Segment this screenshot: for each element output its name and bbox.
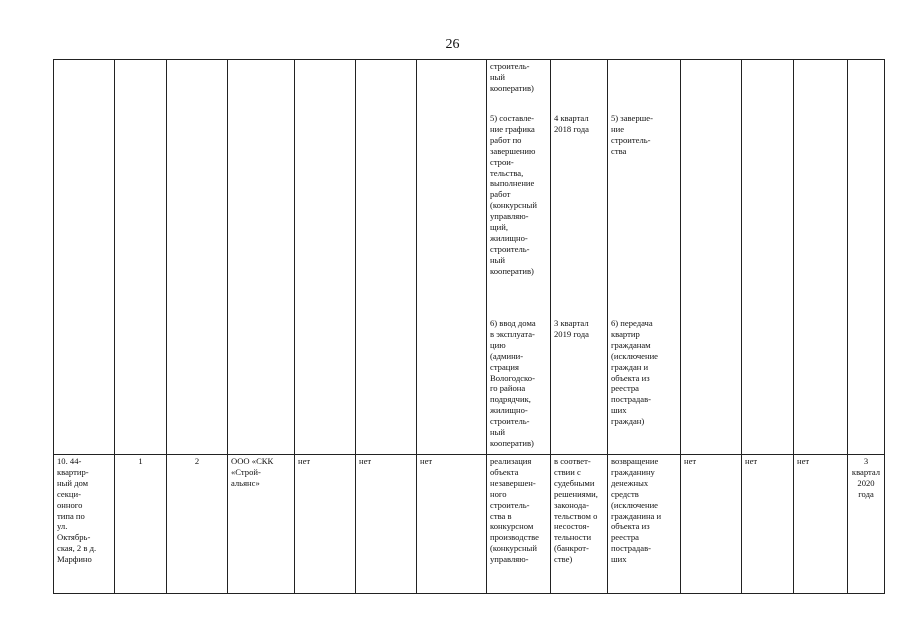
empty-cell [848, 60, 885, 455]
empty-cell [356, 60, 417, 455]
result-4 [611, 61, 677, 104]
deadline-6: 3 квартал 2019 года [554, 318, 589, 339]
empty-cell [295, 60, 356, 455]
measure-4-tail: строитель- ный кооператив) [490, 61, 534, 93]
value-cell: нет [742, 455, 794, 594]
deadline-5: 4 квартал 2018 года [554, 113, 589, 134]
count-cell: 2 [167, 455, 228, 594]
value-cell: нет [681, 455, 742, 594]
deadline-4 [554, 61, 604, 104]
measures-cell [487, 60, 551, 455]
measure-5: 5) составле- ние графика работ по завершению строи- тельства, выполнение работ (конкурсный управляю- щий, жилищно- строитель- ный кооператив) [490, 113, 537, 276]
value-cell: нет [295, 455, 356, 594]
measure-6: 6) ввод дома в эксплуата- цию (админи- страция Вологодско- го района подрядчик, жилищно- строитель- ный кооператив) [490, 318, 536, 448]
value-cell: нет [794, 455, 848, 594]
result-5: 5) заверше- ние строитель- ства [611, 113, 653, 156]
developer-cell: ООО «СКК «Строй- альянс» [228, 455, 295, 594]
empty-cell [54, 60, 115, 455]
completion-date-cell: 3 квартал 2020 года [848, 455, 885, 594]
empty-cell [115, 60, 167, 455]
continuation-row [54, 60, 885, 455]
empty-cell [417, 60, 487, 455]
result-6: 6) передача квартир гражданам (исключение граждан и объекта из реестра пострадав- ших граждан) [611, 318, 658, 427]
empty-cell [742, 60, 794, 455]
deadlines-cell [551, 60, 608, 455]
value-cell: нет [356, 455, 417, 594]
results-cell [608, 60, 681, 455]
empty-cell [228, 60, 295, 455]
table-row [54, 455, 885, 594]
value-cell: нет [417, 455, 487, 594]
count-cell: 1 [115, 455, 167, 594]
deadline-cell: в соответ- ствии с судебными решениями, законода- тельством о несостоя- тельности (банкрот- стве) [551, 455, 608, 594]
empty-cell [167, 60, 228, 455]
measure-cell: реализация объекта незавершен- ного строитель- ства в конкурсном производстве (конкурсный управляю- [487, 455, 551, 594]
empty-cell [794, 60, 848, 455]
document-table [53, 59, 885, 594]
object-name-cell: 10. 44- квартир- ный дом секци- онного типа по ул. Октябрь- ская, 2 в д. Марфино [54, 455, 115, 594]
empty-cell [681, 60, 742, 455]
result-cell: возвращение гражданину денежных средств (исключение гражданина и объекта из реестра пострадав- ших [608, 455, 681, 594]
page-number: 26 [445, 37, 460, 52]
